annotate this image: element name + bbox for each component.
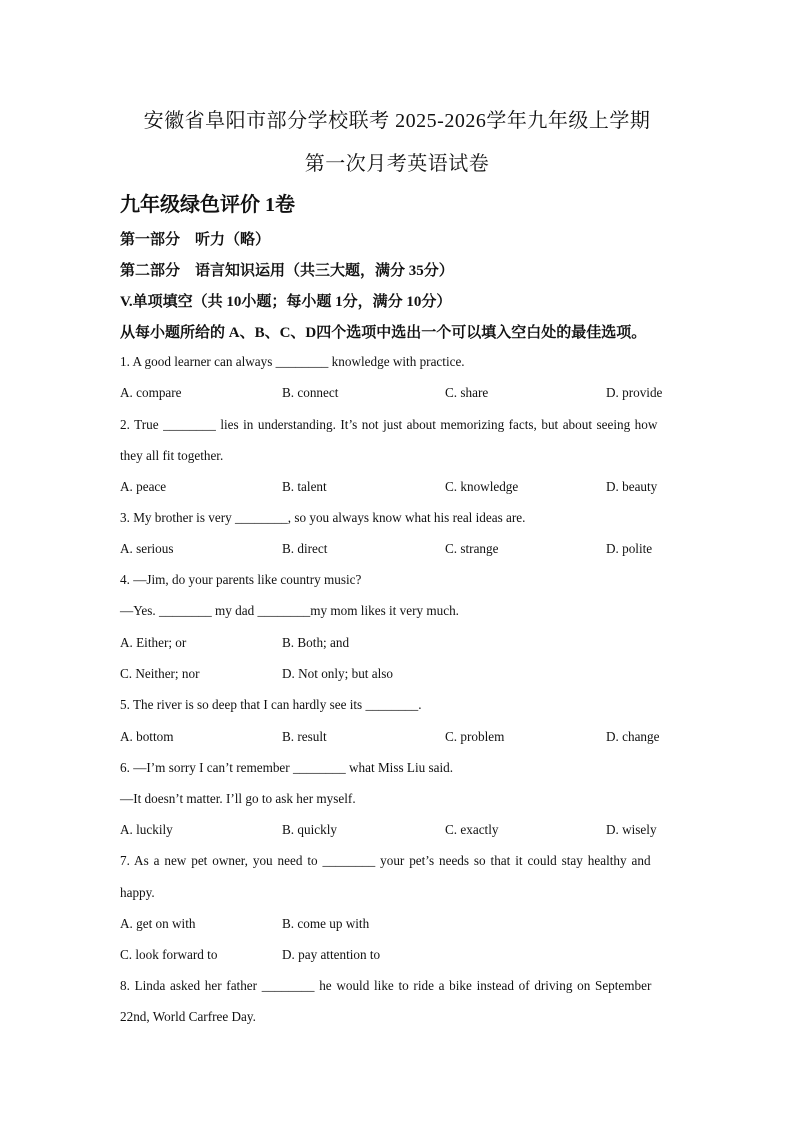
question-4-text: 4. —Jim, do your parents like country music?: [120, 572, 362, 587]
exam-title-line2: 第一次月考英语试卷: [304, 153, 490, 175]
question-2-text-cont: they all fit together.: [120, 448, 224, 463]
question-7-option-a: A. get on with: [120, 916, 196, 931]
question-1-option-c: C. share: [445, 385, 489, 400]
question-2-text: 2. True ________ lies in understanding. It’s not just about memorizing facts, but about seeing how: [120, 417, 658, 432]
question-3-option-a: A. serious: [120, 541, 174, 556]
part1-heading: 第一部分 听力（略）: [120, 232, 271, 248]
question-7-option-c: C. look forward to: [120, 947, 218, 962]
question-6-option-c: C. exactly: [445, 822, 499, 837]
question-1-option-a: A. compare: [120, 385, 182, 400]
question-5-option-b: B. result: [282, 729, 327, 744]
question-3-option-b: B. direct: [282, 541, 328, 556]
question-7-option-b: B. come up with: [282, 916, 370, 931]
question-2-option-a: A. peace: [120, 479, 167, 494]
paper-subtitle: 九年级绿色评价 1卷: [120, 194, 295, 216]
question-7-text-cont: happy.: [120, 885, 155, 900]
instruction-text: 从每小题所给的 A、B、C、D四个选项中选出一个可以填入空白处的最佳选项。: [120, 325, 647, 341]
question-4-option-c: C. Neither; nor: [120, 666, 200, 681]
question-3-text: 3. My brother is very ________, so you always know what his real ideas are.: [120, 510, 526, 525]
question-2-option-d: D. beauty: [606, 479, 658, 494]
question-5-option-d: D. change: [606, 729, 660, 744]
question-4-option-a: A. Either; or: [120, 635, 187, 650]
question-4-text-cont: —Yes. ________ my dad ________my mom likes it very much.: [120, 603, 459, 618]
exam-title-line1: 安徽省阜阳市部分学校联考 2025-2026学年九年级上学期: [143, 110, 651, 132]
section-v-heading: V.单项填空（共 10小题；每小题 1分，满分 10分）: [120, 294, 452, 310]
question-4-option-d: D. Not only; but also: [282, 666, 393, 681]
question-2-option-c: C. knowledge: [445, 479, 519, 494]
question-5-option-a: A. bottom: [120, 729, 174, 744]
question-5-option-c: C. problem: [445, 729, 505, 744]
question-3-option-c: C. strange: [445, 541, 499, 556]
question-7-option-d: D. pay attention to: [282, 947, 381, 962]
question-4-option-b: B. Both; and: [282, 635, 350, 650]
question-6-text: 6. —I’m sorry I can’t remember ________ what Miss Liu said.: [120, 760, 454, 775]
part2-heading: 第二部分 语言知识运用（共三大题，满分 35分）: [120, 263, 454, 279]
question-1-option-b: B. connect: [282, 385, 339, 400]
question-3-option-d: D. polite: [606, 541, 653, 556]
question-6-text-cont: —It doesn’t matter. I’ll go to ask her myself.: [120, 791, 356, 806]
question-8-text-cont: 22nd, World Carfree Day.: [120, 1009, 256, 1024]
question-6-option-b: B. quickly: [282, 822, 337, 837]
question-7-text: 7. As a new pet owner, you need to ________ your pet’s needs so that it could stay healthy and: [120, 853, 651, 868]
question-8-text: 8. Linda asked her father ________ he would like to ride a bike instead of driving on September: [120, 978, 652, 993]
question-1-text: 1. A good learner can always ________ knowledge with practice.: [120, 354, 465, 369]
question-5-text: 5. The river is so deep that I can hardly see its ________.: [120, 697, 422, 712]
question-6-option-a: A. luckily: [120, 822, 173, 837]
question-2-option-b: B. talent: [282, 479, 327, 494]
question-6-option-d: D. wisely: [606, 822, 657, 837]
question-1-option-d: D. provide: [606, 385, 663, 400]
